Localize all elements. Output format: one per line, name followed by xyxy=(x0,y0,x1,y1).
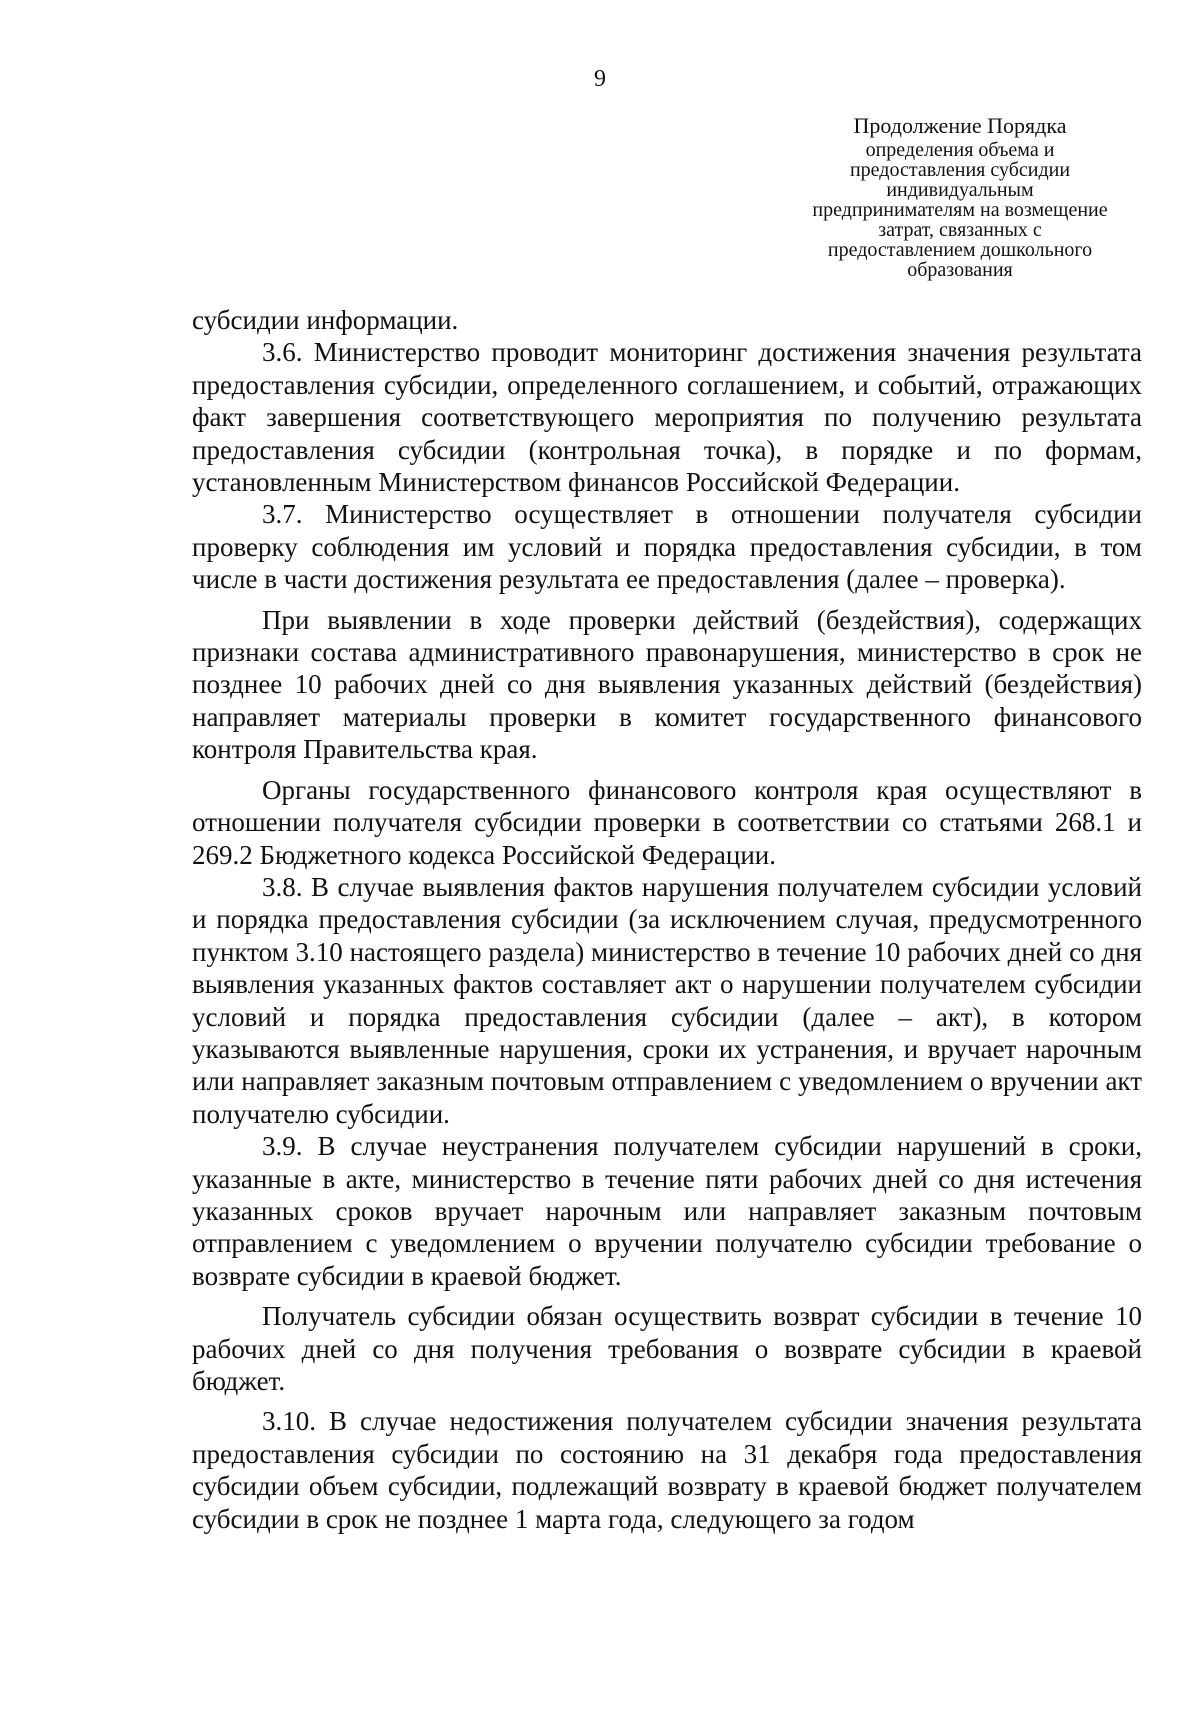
header-line: определения объема и xyxy=(865,139,1055,161)
paragraph-3-6: 3.6. Министерство проводит мониторинг достижения значения результата предоставления субсидии, определенного соглашением, и событий, отражающих факт завершения соответствующего мероприятия по получению результата предоставления субсидии (контрольная точка), в порядке и по формам, установленным Министерством финансов Российской Федерации. xyxy=(192,337,1142,498)
paragraph-3-10: 3.10. В случае недостижения получателем субсидии значения результата предоставления субсидии по состоянию на 31 декабря года предоставления субсидии объем субсидии, подлежащий возврату в краевой бюджет получателем субсидии в срок не позднее 1 марта года, следующего за годом xyxy=(192,1406,1142,1534)
document-header xyxy=(765,112,1155,280)
header-line: затрат, связанных с xyxy=(878,219,1042,241)
paragraph-continuation: субсидии информации. xyxy=(192,305,459,335)
header-line: индивидуальным xyxy=(886,179,1034,201)
paragraph-3-9: 3.9. В случае неустранения получателем субсидии нарушений в сроки, указанные в акте, министерство в течение пяти рабочих дней со дня истечения указанных сроков вручает нарочным или направляет заказным почтовым отправлением с уведомлением о вручении получателю субсидии требование о возврате субсидии в краевой бюджет. xyxy=(192,1131,1142,1291)
header-line: предоставлением дошкольного xyxy=(827,239,1093,261)
header-line: предпринимателям на возмещение xyxy=(812,199,1108,221)
paragraph-violations: При выявлении в ходе проверки действий (бездействия), содержащих признаки состава административного правонарушения, министерство в срок не позднее 10 рабочих дней со дня выявления указанных действий (бездействия) направляет материалы проверки в комитет государственного финансового контроля Правительства края. xyxy=(192,604,1142,765)
paragraph-control-organs: Органы государственного финансового контроля края осуществляют в отношении получателя субсидии проверки в соответствии со статьями 268.1 и 269.2 Бюджетного кодекса Российской Федерации. xyxy=(192,774,1142,870)
header-line: Продолжение Порядка xyxy=(853,113,1067,138)
header-line: образования xyxy=(907,259,1013,281)
paragraph-refund: Получатель субсидии обязан осуществить возврат субсидии в течение 10 рабочих дней со дня получения требования о возврате субсидии в краевой бюджет. xyxy=(192,1301,1142,1396)
header-line: предоставления субсидии xyxy=(849,159,1071,181)
paragraph-3-7: 3.7. Министерство осуществляет в отношении получателя субсидии проверку соблюдения им условий и порядка предоставления субсидии, в том числе в части достижения результата ее предоставления (далее – проверка). xyxy=(192,499,1142,595)
page-number: 9 xyxy=(594,66,606,92)
document-body xyxy=(192,304,1142,1535)
paragraph-3-8: 3.8. В случае выявления фактов нарушения получателем субсидии условий и порядка предоставления субсидии (за исключением случая, предусмотренного пунктом 3.10 настоящего раздела) министерство в течение 10 рабочих дней со дня выявления указанных фактов составляет акт о нарушении получателем субсидии условий и порядка предоставления субсидии (далее – акт), в котором указываются выявленные нарушения, сроки их устранения, и вручает нарочным или направляет заказным почтовым отправлением с уведомлением о вручении акт получателю субсидии. xyxy=(192,871,1142,1129)
